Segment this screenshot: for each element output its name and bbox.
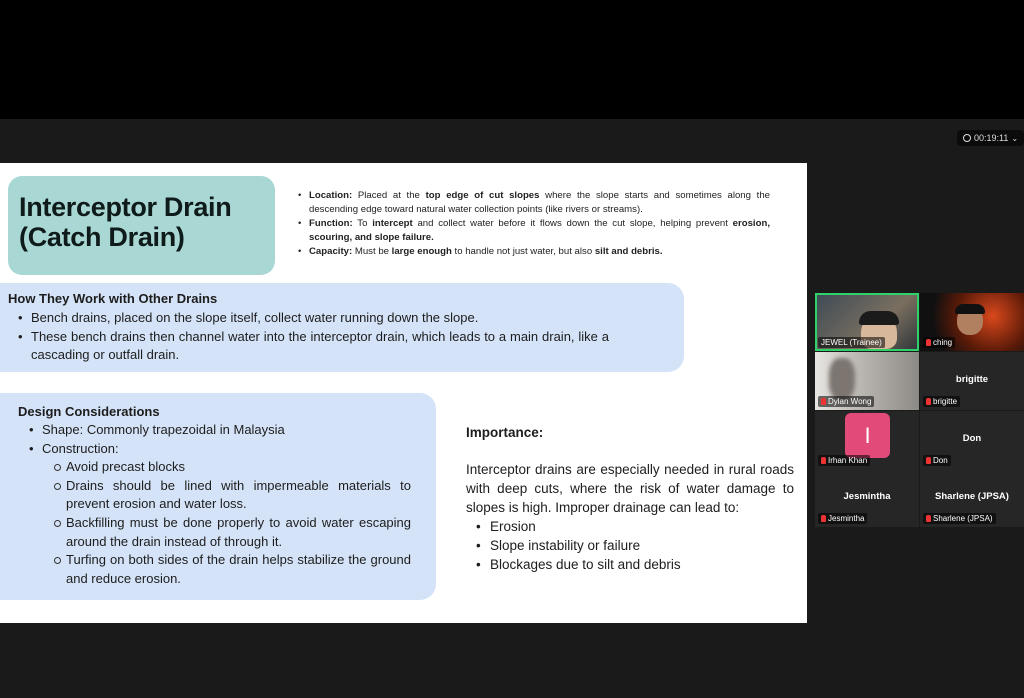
mic-muted-icon (926, 457, 931, 464)
video-feed (955, 304, 985, 314)
participant-tile[interactable] (920, 469, 1024, 527)
participant-display-name: Don (962, 433, 982, 444)
definition-list (298, 189, 770, 259)
participant-tile[interactable] (815, 411, 919, 469)
list-item: • Blockages due to silt and debris (476, 555, 794, 574)
participant-tile[interactable] (815, 352, 919, 410)
video-feed (829, 358, 855, 400)
participant-name: Jesmintha (818, 513, 867, 524)
function-point: • Function: To intercept and collect water before it flows down the cut slope, helping prevent erosion, scouring, and slope failure. (298, 217, 770, 245)
slide-title: Interceptor Drain (Catch Drain) (19, 192, 232, 252)
how-they-work-box (0, 283, 684, 372)
shared-slide (0, 163, 807, 623)
participant-name: Sharlene (JPSA) (923, 513, 996, 524)
list-item: Turfing on both sides of the drain helps stabilize the ground and reduce erosion. (53, 551, 411, 588)
participant-tile[interactable] (920, 352, 1024, 410)
work-heading: How They Work with Other Drains (8, 291, 218, 306)
work-list (18, 309, 609, 365)
participant-display-name: brigitte (955, 374, 989, 385)
timer-text: 00:19:11 (974, 133, 1009, 143)
construction-sublist (53, 458, 411, 588)
location-point: • Location: Placed at the top edge of cut slopes where the slope starts and sometimes along the descending edge toward natural water collection points (like rivers or streams). (298, 189, 770, 217)
list-item: • Shape: Commonly trapezoidal in Malaysia (29, 421, 411, 440)
design-list (29, 421, 411, 588)
participant-name: Dylan Wong (818, 396, 874, 407)
top-black-bar (0, 0, 1024, 119)
participant-name: Irhan Khan (818, 455, 870, 466)
participant-tile[interactable] (920, 293, 1024, 351)
participant-tile[interactable] (920, 411, 1024, 469)
list-item: • Bench drains, placed on the slope itself, collect water running down the slope. (18, 309, 609, 328)
mic-muted-icon (926, 398, 931, 405)
participant-name: brigitte (923, 396, 960, 407)
list-item: Backfilling must be done properly to avoid water escaping around the drain instead of through it. (53, 514, 411, 551)
chevron-down-icon: ⌄ (1011, 133, 1019, 143)
mic-muted-icon (821, 398, 826, 405)
video-feed (859, 311, 899, 325)
list-item: • These bench drains then channel water into the interceptor drain, which leads to a main drain, like a cascading or outfall drain. (18, 328, 609, 365)
mic-muted-icon (926, 339, 931, 346)
participant-display-name: Sharlene (JPSA) (935, 491, 1009, 502)
importance-paragraph: Interceptor drains are especially needed in rural roads with deep cuts, where the risk of water damage to slopes is high. Improper drainage can lead to: (466, 462, 794, 515)
mic-muted-icon (821, 457, 826, 464)
participant-tile[interactable] (815, 469, 919, 527)
design-heading: Design Considerations (18, 404, 160, 419)
design-considerations-box (0, 393, 436, 600)
avatar: I (845, 413, 890, 458)
participant-tile[interactable] (815, 293, 919, 351)
list-item: Drains should be lined with impermeable materials to prevent erosion and water loss. (53, 477, 411, 514)
list-item: • Construction: (29, 440, 411, 459)
participant-name: Don (923, 455, 951, 466)
list-item: • Erosion (476, 517, 794, 536)
importance-section (466, 425, 794, 574)
participant-display-name: Jesmintha (843, 491, 891, 502)
list-item: Avoid precast blocks (53, 458, 411, 477)
participant-name: ching (923, 337, 955, 348)
meeting-timer[interactable] (957, 130, 1024, 146)
list-item: • Slope instability or failure (476, 536, 794, 555)
mic-muted-icon (926, 515, 931, 522)
capacity-point: • Capacity: Must be large enough to handle not just water, but also silt and debris. (298, 245, 770, 259)
importance-heading: Importance: (466, 425, 544, 440)
importance-list (466, 517, 794, 574)
participant-gallery (815, 293, 1024, 526)
clock-icon (963, 134, 971, 142)
participant-name: JEWEL (Trainee) (818, 337, 885, 348)
mic-muted-icon (821, 515, 826, 522)
title-box (8, 176, 275, 275)
